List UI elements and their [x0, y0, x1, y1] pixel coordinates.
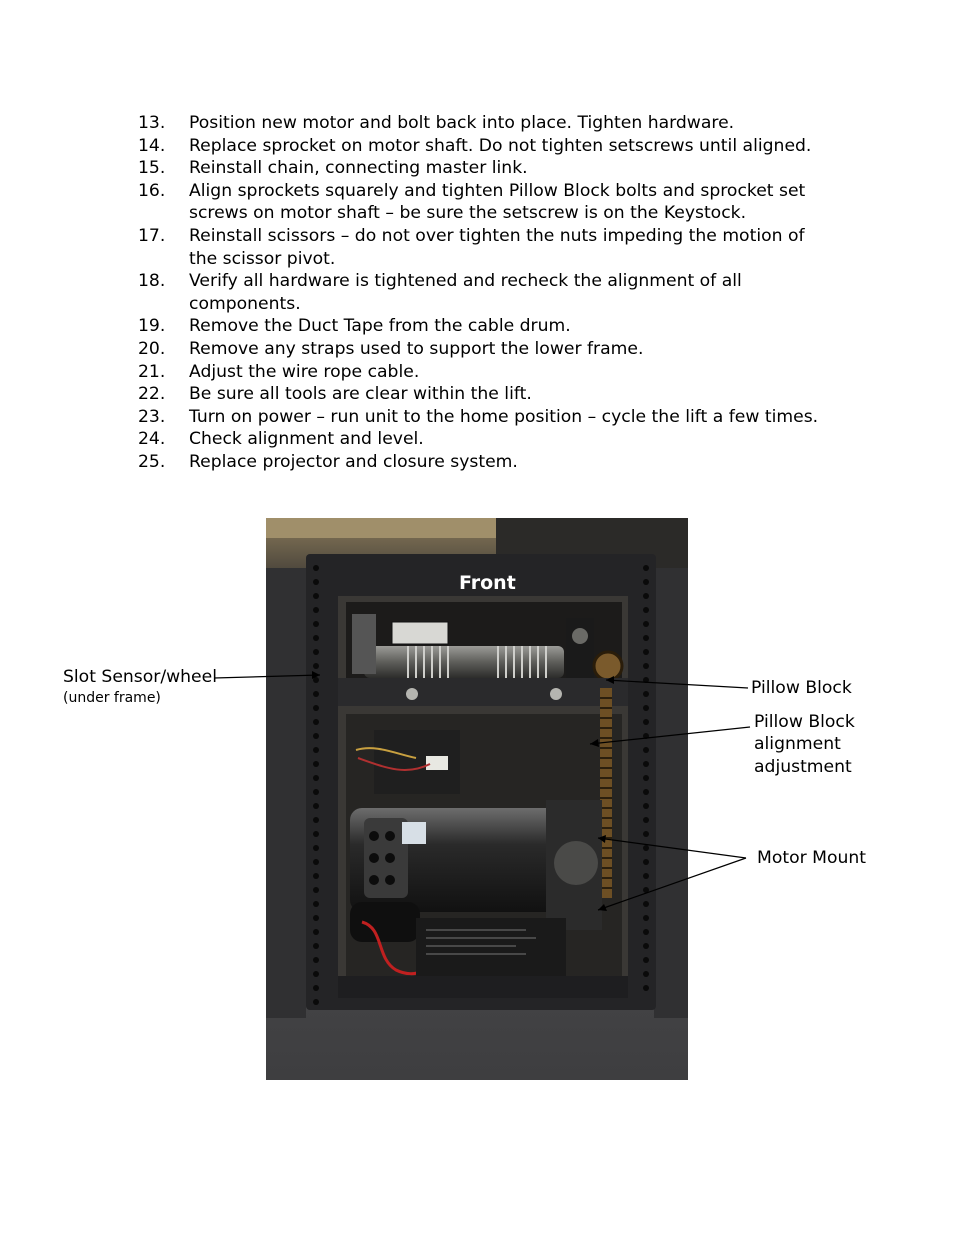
step-item: [138, 180, 838, 225]
step-item: [138, 428, 838, 451]
pillow-block-alignment-label-line3: adjustment: [754, 757, 852, 777]
step-number: 23.: [138, 406, 166, 427]
step-number: 24.: [138, 429, 166, 450]
step-text: Reinstall scissors – do not over tighten the nuts impeding the motion of the scissor pivot.: [189, 225, 805, 269]
step-text: Verify all hardware is tightened and recheck the alignment of all components.: [189, 271, 742, 314]
step-number: 13.: [138, 113, 166, 133]
lift-illustration: [266, 518, 688, 1080]
step-item: [138, 225, 838, 270]
step-text: Replace projector and closure system.: [189, 451, 518, 472]
step-item: [138, 383, 838, 406]
step-item: [138, 338, 838, 361]
step-text: Remove the Duct Tape from the cable drum.: [189, 316, 571, 337]
step-number: 14.: [138, 135, 166, 156]
step-number: 25.: [138, 451, 166, 472]
step-text: Remove any straps used to support the lower frame.: [189, 338, 644, 359]
step-item: [138, 361, 838, 384]
step-text: Replace sprocket on motor shaft. Do not tighten setscrews until aligned.: [189, 135, 812, 156]
step-text: Position new motor and bolt back into place. Tighten hardware.: [189, 113, 735, 133]
step-number: 21.: [138, 361, 166, 382]
step-item: [138, 451, 838, 474]
step-number: 22.: [138, 384, 166, 405]
step-number: 18.: [138, 271, 166, 292]
step-text: Reinstall chain, connecting master link.: [189, 158, 528, 179]
step-number: 17.: [138, 225, 166, 246]
step-text: Align sprockets squarely and tighten Pillow Block bolts and sprocket set screws on motor shaft – be sure the setscrew is on the Keystock.: [189, 180, 806, 224]
step-number: 19.: [138, 316, 166, 337]
slot-sensor-note: (under frame): [63, 690, 161, 706]
pillow-block-alignment-label-line2: alignment: [754, 734, 841, 754]
slot-sensor-label: Slot Sensor/wheel: [63, 667, 217, 687]
step-item: [138, 112, 838, 135]
step-number: 20.: [138, 338, 166, 359]
front-label: Front: [459, 572, 516, 594]
step-item: [138, 135, 838, 158]
step-text: Turn on power – run unit to the home position – cycle the lift a few times.: [189, 406, 819, 427]
step-text: Adjust the wire rope cable.: [189, 361, 420, 382]
step-item: [138, 315, 838, 338]
step-number: 16.: [138, 180, 166, 201]
pillow-block-alignment-label-line1: Pillow Block: [754, 712, 855, 732]
step-item: [138, 270, 838, 315]
lift-mechanism-photo: [266, 518, 688, 1080]
step-item: [138, 157, 838, 180]
instruction-steps: [138, 112, 838, 474]
step-text: Check alignment and level.: [189, 429, 424, 450]
step-number: 15.: [138, 158, 166, 179]
motor-mount-label: Motor Mount: [757, 848, 866, 868]
step-item: [138, 406, 838, 429]
step-text: Be sure all tools are clear within the lift.: [189, 384, 532, 405]
pillow-block-label: Pillow Block: [751, 678, 852, 698]
